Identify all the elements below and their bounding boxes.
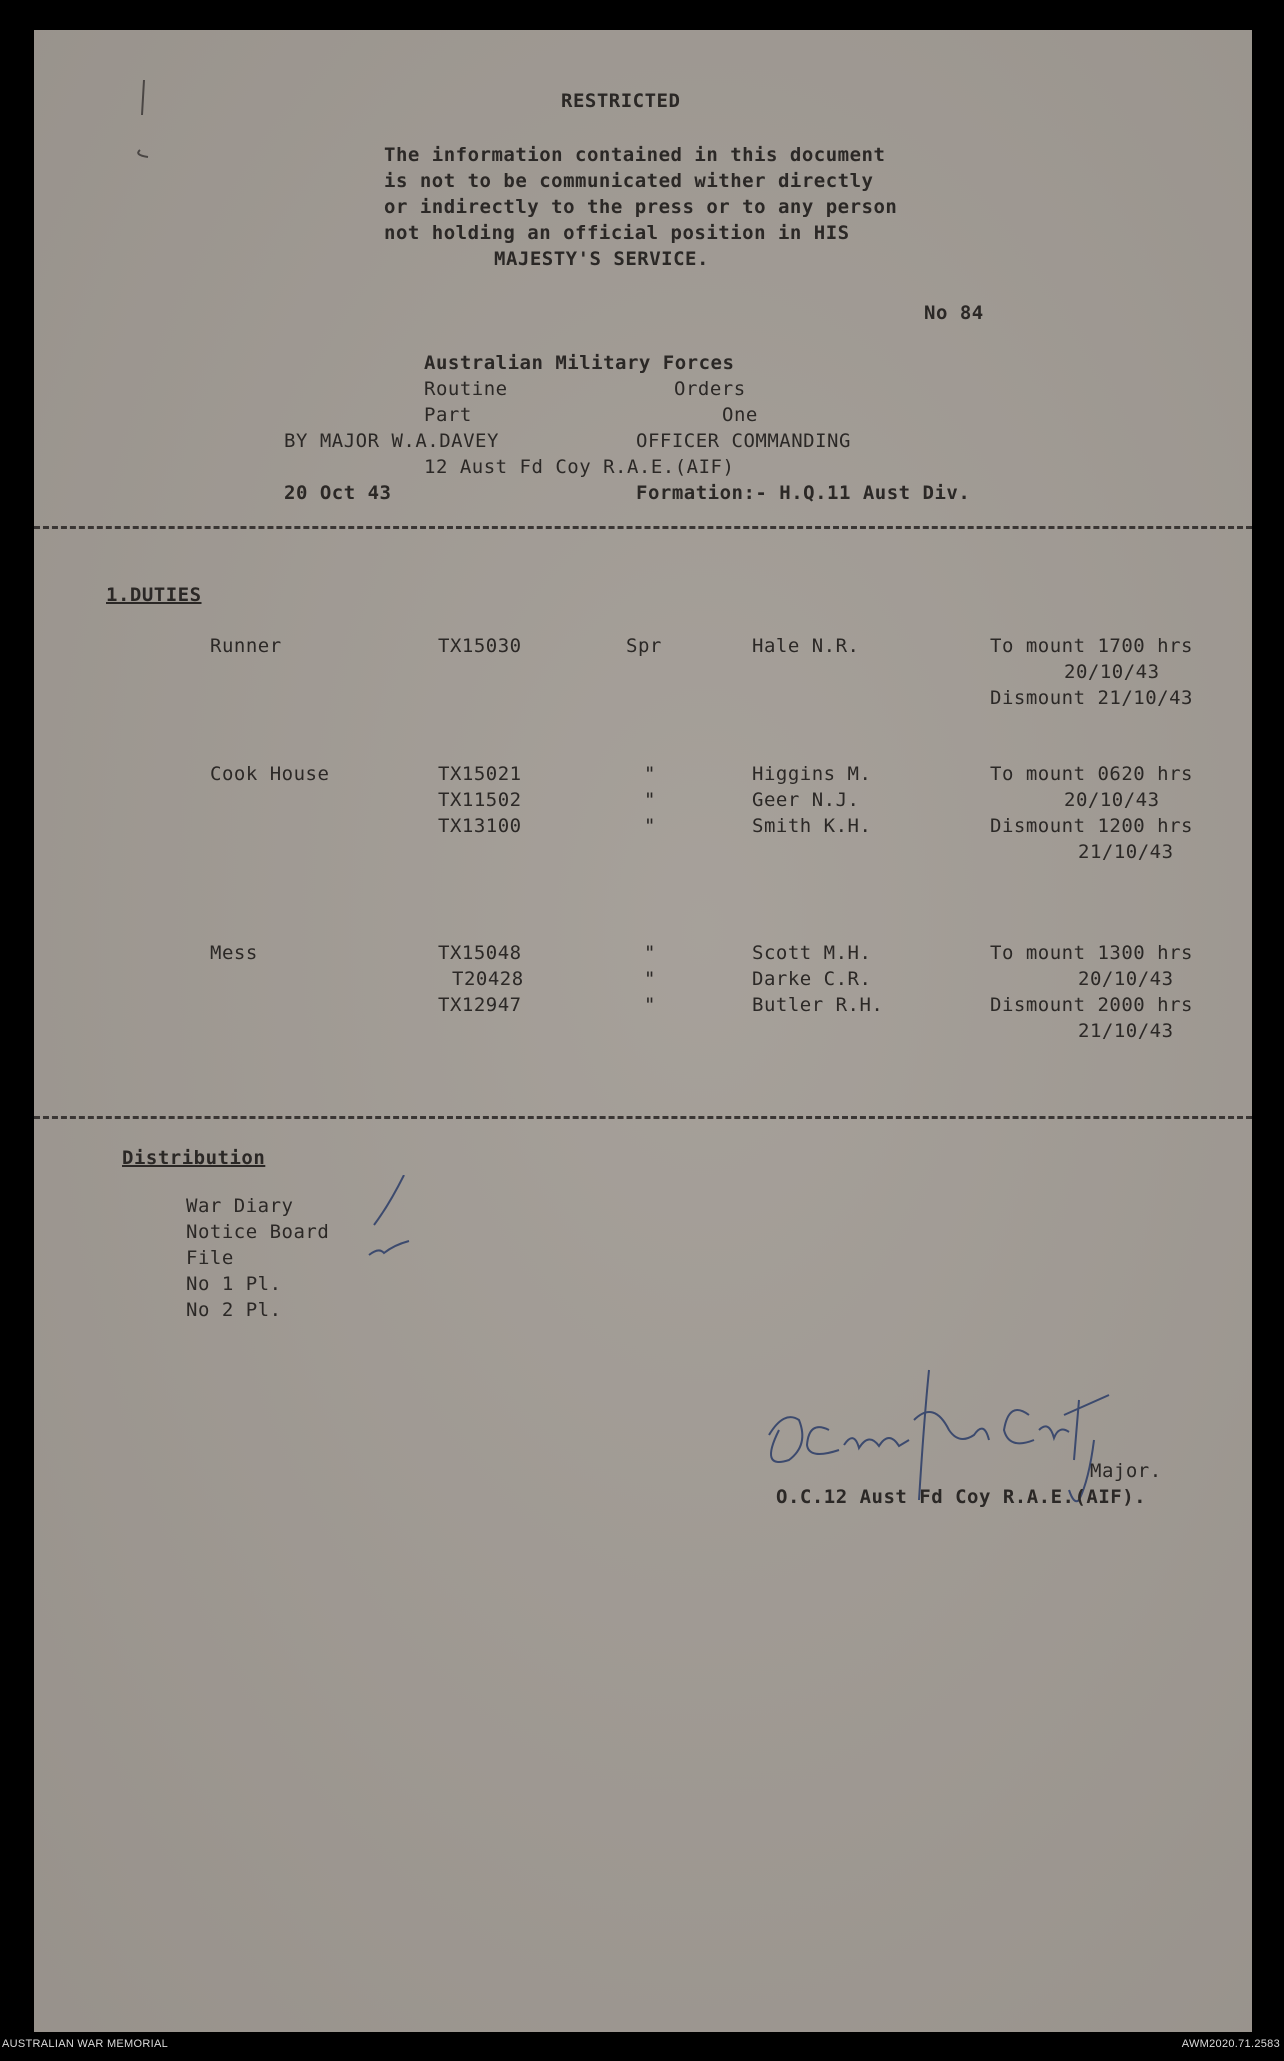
org-line-1: Australian Military Forces xyxy=(424,352,735,374)
distribution-item: War Diary xyxy=(186,1195,294,1217)
cook-time-4: 21/10/43 xyxy=(1078,841,1174,863)
org-line-3-left: Part xyxy=(424,404,472,426)
cook-rank-1: " xyxy=(644,763,656,785)
pin-mark xyxy=(114,75,154,175)
distribution-item: Notice Board xyxy=(186,1221,330,1243)
mess-number-2: T20428 xyxy=(452,968,524,990)
mess-rank-1: " xyxy=(644,942,656,964)
mess-name-2: Darke C.R. xyxy=(752,968,872,990)
cook-time-2: 20/10/43 xyxy=(1064,789,1160,811)
notice-line-4: not holding an official position in HIS xyxy=(384,222,850,244)
cook-time-1: To mount 0620 hrs xyxy=(990,763,1193,785)
duty-cook-house: Cook House xyxy=(210,763,330,785)
notice-line-5: MAJESTY'S SERVICE. xyxy=(494,248,709,270)
unit-line: 12 Aust Fd Coy R.A.E.(AIF) xyxy=(424,456,735,478)
notice-line-2: is not to be communicated wither directly xyxy=(384,170,874,192)
cook-name-3: Smith K.H. xyxy=(752,815,872,837)
mess-time-1: To mount 1300 hrs xyxy=(990,942,1193,964)
mess-time-3: Dismount 2000 hrs xyxy=(990,994,1193,1016)
mess-rank-2: " xyxy=(644,968,656,990)
runner-rank-1: Spr xyxy=(626,635,662,657)
distribution-item: No 1 Pl. xyxy=(186,1273,282,1295)
divider-bottom xyxy=(34,1116,1252,1119)
runner-time-1: To mount 1700 hrs xyxy=(990,635,1193,657)
runner-time-2: 20/10/43 xyxy=(1064,661,1160,683)
org-line-2-left: Routine xyxy=(424,378,508,400)
org-line-2-right: Orders xyxy=(674,378,746,400)
notice-line-1: The information contained in this document xyxy=(384,144,886,166)
restricted-label: RESTRICTED xyxy=(561,90,681,112)
notice-line-3: or indirectly to the press or to any person xyxy=(384,196,898,218)
footer-left: AUSTRALIAN WAR MEMORIAL xyxy=(2,2038,169,2050)
mess-time-4: 21/10/43 xyxy=(1078,1020,1174,1042)
signature-rank: Major. xyxy=(1090,1460,1162,1482)
mess-time-2: 20/10/43 xyxy=(1078,968,1174,990)
order-date: 20 Oct 43 xyxy=(284,482,392,504)
mess-rank-3: " xyxy=(644,994,656,1016)
by-line: BY MAJOR W.A.DAVEY xyxy=(284,430,499,452)
handwritten-tick-marks xyxy=(364,1175,444,1265)
divider-top xyxy=(34,526,1252,529)
mess-name-1: Scott M.H. xyxy=(752,942,872,964)
duties-heading: 1.DUTIES xyxy=(106,584,202,606)
cook-name-2: Geer N.J. xyxy=(752,789,860,811)
runner-name-1: Hale N.R. xyxy=(752,635,860,657)
footer-right: AWM2020.71.2583 xyxy=(1181,2038,1280,2050)
distribution-heading: Distribution xyxy=(122,1147,266,1169)
runner-number-1: TX15030 xyxy=(438,635,522,657)
duty-runner: Runner xyxy=(210,635,282,657)
cook-number-2: TX11502 xyxy=(438,789,522,811)
org-line-3-right: One xyxy=(722,404,758,426)
document-page xyxy=(34,30,1252,2032)
formation-line: Formation:- H.Q.11 Aust Div. xyxy=(636,482,971,504)
cook-number-3: TX13100 xyxy=(438,815,522,837)
signature-title: O.C.12 Aust Fd Coy R.A.E.(AIF). xyxy=(776,1486,1147,1508)
order-number: No 84 xyxy=(924,302,984,324)
runner-time-3: Dismount 21/10/43 xyxy=(990,687,1193,709)
distribution-item: No 2 Pl. xyxy=(186,1299,282,1321)
cook-name-1: Higgins M. xyxy=(752,763,872,785)
by-role: OFFICER COMMANDING xyxy=(636,430,851,452)
mess-number-1: TX15048 xyxy=(438,942,522,964)
cook-number-1: TX15021 xyxy=(438,763,522,785)
mess-name-3: Butler R.H. xyxy=(752,994,884,1016)
cook-rank-3: " xyxy=(644,815,656,837)
cook-time-3: Dismount 1200 hrs xyxy=(990,815,1193,837)
mess-number-3: TX12947 xyxy=(438,994,522,1016)
cook-rank-2: " xyxy=(644,789,656,811)
duty-mess: Mess xyxy=(210,942,258,964)
distribution-item: File xyxy=(186,1247,234,1269)
